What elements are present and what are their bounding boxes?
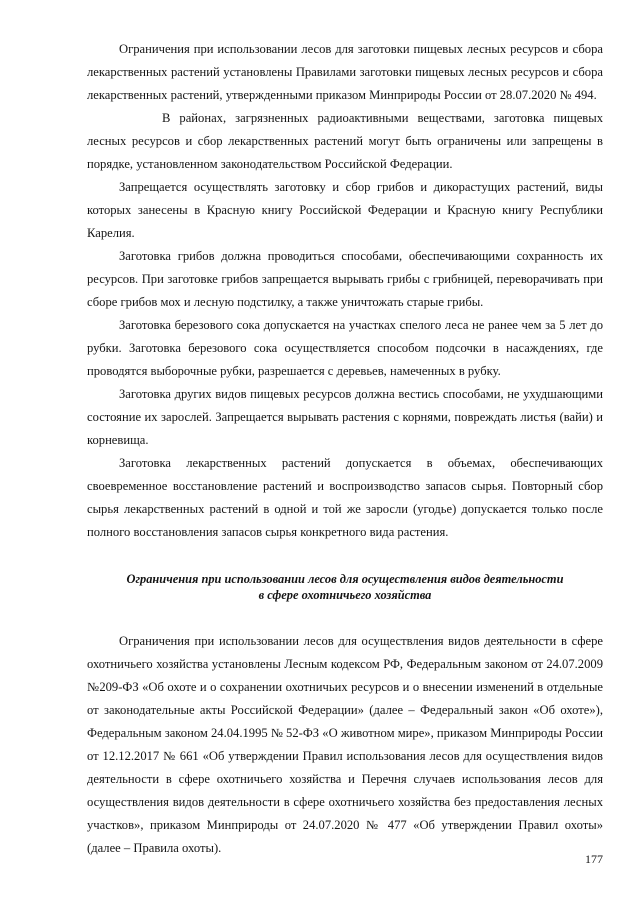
paragraph-mushrooms: Заготовка грибов должна проводиться способами, обеспечивающими сохранность их ресурсов. При заготовке грибов запрещается вырывать грибы с грибницей, переворачивать при сборе грибов мох и лесную подстилку, а также уничтожать старые грибы. xyxy=(87,249,603,309)
section-heading xyxy=(87,571,603,603)
paragraph-medicinal-plants: Заготовка лекарственных растений допускается в объемах, обеспечивающих своевременное восстановление растений и воспроизводство запасов сырья. Повторный сбор сырья лекарственных растений в одной и той же заросли (угодье) допускается только после полного восстановления запасов сырья конкретного вида растения. xyxy=(87,456,603,539)
paragraph-forest-food-resources: Ограничения при использовании лесов для заготовки пищевых лесных ресурсов и сбора лекарственных растений установлены Правилами заготовки пищевых лесных ресурсов и сбора лекарственных растений, утвержденными приказом Минприроды России от 28.07.2020 № 494. xyxy=(87,42,603,102)
section-heading-line-2: в сфере охотничьего хозяйства xyxy=(258,588,432,602)
page-body xyxy=(87,38,603,860)
paragraph-radioactive-areas: В районах, загрязненных радиоактивными веществами, заготовка пищевых лесных ресурсов и сбор лекарственных растений могут быть ограничены или запрещены в порядке, установленном законодательством Российской Федерации. xyxy=(87,111,603,171)
page-number: 177 xyxy=(585,852,603,866)
paragraph-other-food-resources: Заготовка других видов пищевых ресурсов должна вестись способами, не ухудшающими состояние их зарослей. Запрещается вырывать растения с корнями, повреждать листья (вайи) и корневища. xyxy=(87,387,603,447)
section-heading-line-1: Ограничения при использовании лесов для осуществления видов деятельности xyxy=(126,572,564,586)
paragraph-red-book: Запрещается осуществлять заготовку и сбор грибов и дикорастущих растений, виды которых занесены в Красную книгу Российской Федерации и Красную книгу Республики Карелия. xyxy=(87,180,603,240)
paragraph-birch-sap: Заготовка березового сока допускается на участках спелого леса не ранее чем за 5 лет до рубки. Заготовка березового сока осуществляется способом подсочки в насаждениях, где проводятся выборочные рубки, разрешается с деревьев, намеченных в рубку. xyxy=(87,318,603,378)
paragraph-hunting-restrictions: Ограничения при использовании лесов для осуществления видов деятельности в сфере охотничьего хозяйства установлены Лесным кодексом РФ, Федеральным законом от 24.07.2009 №209-ФЗ «Об охоте и о сохранении охотничьих ресурсов и о внесении изменений в отдельные от законодательные акты Российской Федерации» (далее – Федеральный закон «Об охоте»), Федеральным законом 24.04.1995 № 52-ФЗ «О животном мире», приказом Минприроды России от 12.12.2017 № 661 «Об утверждении Правил использования лесов для осуществления видов деятельности в сфере охотничьего хозяйства и Перечня случаев использования лесов для осуществления видов деятельности в сфере охотничьего хозяйства без предоставления лесных участков», приказом Минприроды от 24.07.2020 № 477 «Об утверждении Правил охоты» (далее – Правила охоты). xyxy=(87,634,603,855)
